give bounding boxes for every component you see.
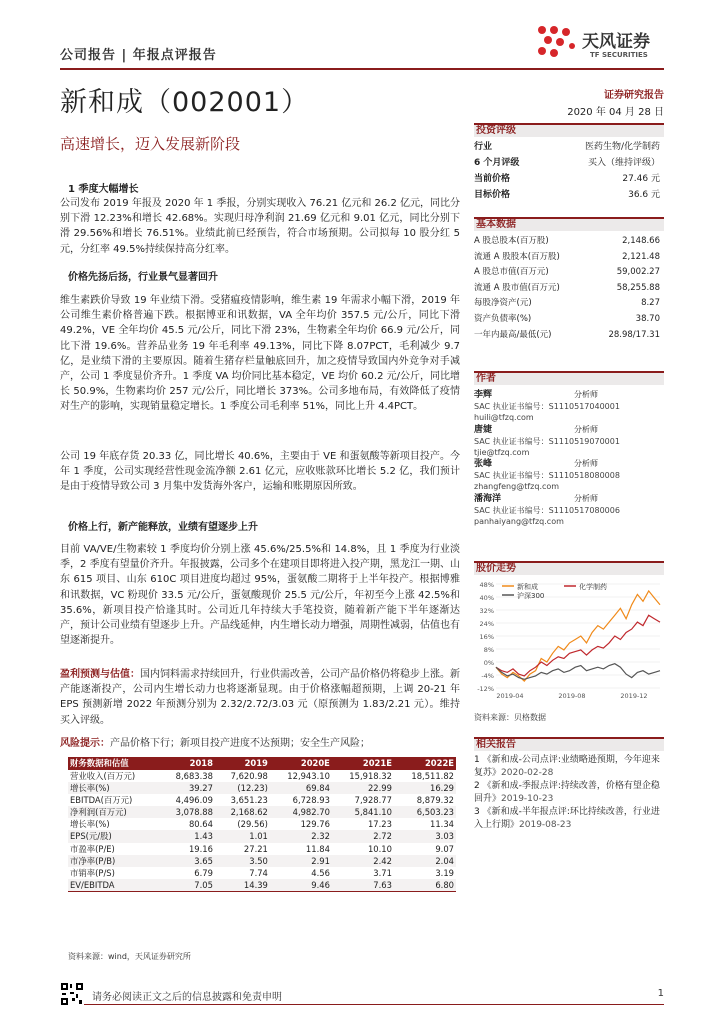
footer-rule [60,1004,664,1005]
table-cell: 18,511.82 [411,771,454,781]
table-cell: 3.03 [394,830,456,842]
author-email: panhaiyang@tfzq.com [474,516,564,526]
related-report [474,754,664,780]
related-date: 2019-08-23 [519,820,572,830]
page-number: 1 [657,988,664,999]
report-type: 证券研究报告 [604,90,664,101]
logo-name: 天风证券 [582,32,650,52]
table-cell: 1.01 [215,830,270,842]
table-header: 2020E [270,757,332,770]
author-role: 分析师 [574,424,598,434]
author-entry [474,458,664,492]
rating-row [474,139,660,155]
table-cell: EPS(元/股) [68,830,160,842]
section-heading: 1 季度大幅增长 [68,184,139,195]
author-name: 张峰 [474,459,493,469]
table-cell: 11.84 [305,843,330,854]
chart-y-tick: 32% [479,607,494,615]
table-cell: 7.63 [332,879,394,892]
logo-subtitle: TF SECURITIES [590,51,648,59]
table-row [68,806,456,818]
table-cell: 3,651.23 [230,795,268,806]
chart-x-tick: 2019-04 [496,692,524,700]
table-cell: 16.29 [394,782,456,794]
rating-row [474,187,660,203]
authors-header: 作者 [474,371,664,385]
page-title: 新和成（002001） [60,87,310,118]
author-sac: SAC 执业证书编号：S1110517040001 [474,402,620,411]
author-sac: SAC 执业证书编号：S1110517080006 [474,505,620,515]
table-cell: 5,841.10 [332,806,394,818]
related-report [474,806,664,832]
table-cell: 15,918.32 [349,771,392,781]
report-category: 公司报告 | 年报点评报告 [60,48,217,63]
basic-data-value: 8.27 [641,298,660,309]
table-cell: 2.04 [394,855,456,867]
table-header: 2021E [332,757,394,770]
author-role: 分析师 [574,493,598,503]
basic-data-value: 2,148.66 [622,236,660,246]
table-cell: 22.99 [332,782,394,794]
qr-code-icon [60,982,84,1006]
forecast-heading: 盈利预测与估值： [60,669,140,680]
basic-data-key: A 股总市值(百万元) [474,267,549,278]
chart-legend-label: 化学制药 [579,583,607,591]
chart-x-tick: 2019-08 [558,692,586,700]
table-row [68,830,456,842]
rating-value: 36.6 元 [628,190,660,200]
table-cell: 2.32 [270,830,332,842]
basic-data-row [474,296,660,312]
table-cell: 14.39 [215,879,270,892]
table-cell: 6,728.93 [292,795,330,806]
related-report [474,780,664,806]
report-subtitle: 高速增长，迈入发展新阶段 [60,135,241,153]
author-sac: SAC 执业证书编号：S1110519070001 [474,436,620,446]
table-row [68,855,456,867]
author-name: 潘海洋 [474,493,502,504]
financials-table [68,757,456,892]
basic-data-row [474,312,660,328]
table-cell: 7.05 [160,879,215,892]
chart-y-tick: 8% [483,646,494,654]
table-header: 财务数据和估值 [68,757,160,770]
basic-data-value: 28.98/17.31 [608,329,660,340]
table-cell: 6,503.23 [394,806,456,818]
basic-data-row [474,281,660,297]
table-header: 2019 [215,757,270,770]
table-cell: 8,683.38 [175,771,213,781]
table-row [68,843,456,855]
rating-row [474,171,660,187]
table-cell: 6.80 [394,879,456,892]
table-cell: 4.56 [311,867,330,878]
related-header: 相关报告 [474,737,664,751]
report-date: 2020 年 04 月 28 日 [567,107,664,118]
section-heading: 价格上行，新产能释放，业绩有望逐步上升 [68,522,258,533]
table-cell: 增长率(%) [70,819,110,830]
author-name: 唐婕 [474,424,493,435]
chart-legend-label: 新和成 [517,583,538,591]
author-role: 分析师 [574,390,598,399]
table-header-row [68,757,456,770]
table-cell: (12.23) [215,782,270,794]
section-text: 维生素跌价导致 19 年业绩下滑。受猪瘟疫情影响，维生素 19 年需求小幅下滑，2019 年公司维生素价格普遍下跌。根据博亚和讯数据，VA 全年均价 357.5 元/公斤，同比下滑 49.2%，VE 全年均价 45.5 元/公斤，同比下滑 23%，生物素全年均价 66.9 元/公斤，同比下滑 19.6%。营养品业务 19 年毛利率 49.13%，同比下降 8.07PCT，毛利减少 9.7 亿，是业绩下滑的主要原因。随着生猪存栏量触底回升，加之疫情导致国内外竞争对手减产，公司 1 季度显价齐升。1 季度 VA 均价同比基本稳定，VE 均价 60.2 元/公斤，同比增长 50.9%，生物素均价 257 元/公斤，同比增长 373%。公司多地布局，有效降低了疫情对生产的影响，实现销量稳定增长。1 季度公司毛利率 51%，同比上升 4.4PCT。 [60,295,460,413]
chart-source: 资料来源：贝格数据 [474,713,546,722]
basic-data-value: 58,255.88 [616,282,660,293]
table-cell: 69.84 [270,782,332,794]
section-heading: 价格先扬后扬，行业景气显著回升 [68,272,218,283]
chart-y-tick: 0% [483,659,494,667]
table-row [68,879,456,892]
table-cell: 19.16 [188,843,213,854]
disclaimer-text: 请务必阅读正文之后的信息披露和免责申明 [92,992,282,1003]
basic-data-key: A 股总股本(百万股) [474,236,549,246]
table-cell: 3.19 [435,867,454,878]
author-name-line [474,458,664,470]
section-text: 公司发布 2019 年报及 2020 年 1 季报，分别实现收入 76.21 亿元和 26.2 亿元，同比分别下滑 12.23%和增长 42.68%。实现归母净利润 21.69 亿元和 9.01 亿元，同比分别下滑 29.56%和增长 76.51%。业绩此前已经预告，符合市场预期。公司拟每 10 股分红 5 元，分红率 49.5%持续保持高分红率。 [60,198,460,255]
table-cell: 2.42 [332,855,394,867]
table-cell: 39.27 [160,782,215,794]
header-rule [60,68,664,70]
table-cell: 营业收入(百万元) [70,771,136,781]
table-cell: 市盈率(P/E) [70,843,115,854]
basic-data-key: 流通 A 股股本(百万股) [474,251,560,262]
author-name-line [474,389,664,401]
basic-data-key: 流通 A 股市值(百万元) [474,282,560,293]
table-cell: 80.64 [188,819,213,830]
basic-data-row [474,234,660,250]
rating-key: 目标价格 [474,190,511,200]
chart-y-tick: -12% [477,685,494,693]
chart-y-tick: -4% [481,672,494,680]
table-source: 资料来源：wind，天风证券研究所 [68,952,191,961]
table-row [68,867,456,879]
chart-legend-label: 沪深300 [517,592,545,600]
table-row [68,770,456,782]
table-cell: 市净率(P/B) [68,855,160,867]
section-text: 目前 VA/VE/生物素较 1 季度均价分别上涨 45.6%/25.5%和 14.8%，且 1 季度为行业淡季，2 季度有望量价齐升。年报披露，公司多个在建项目即将进入投产期，黑龙江一期、山东 615 项目、山东 610C 项目进度均超过 95%，蛋氨酸二期将于上半年投产。根据博雅和讯数据，VC 粉现价 33.5 元/公斤，蛋氨酸现价 25.5 元/公斤，年初至今上涨 42.5%和 35.6%，新项目投产恰逢其时。公司近几年持续大手笔投资，随着新产能下半年逐渐达产，预计公司业绩有望逐步上升。产品线延伸，内生增长动力增强，周期性减弱，估值也有望逐渐提升。 [60,544,460,647]
forecast-text: 国内饲料需求持续回升，行业供需改善，公司产品价格仍将稳步上涨。新产能逐渐投产，公司内生增长动力也将逐渐显现。由于价格涨幅超预期，上调 20-21 年 EPS 预测新增 2022 年预测分别为 2.32/2.72/3.03 元（原预测为 1.83/2.21 元）。维持买入评级。 [60,669,460,726]
table-cell: 2.72 [332,830,394,842]
basic-data-value: 2,121.48 [622,251,660,262]
basic-data-key: 资产负债率(%) [474,314,532,324]
rating-key: 6 个月评级 [474,158,520,168]
table-cell: 4,982.70 [270,806,332,818]
chart-x-tick: 2019-12 [620,692,648,700]
table-cell: 4,496.09 [175,795,213,806]
basic-data-key: 每股净资产(元) [474,298,532,309]
author-entry [474,424,664,458]
chart-y-tick: 24% [479,620,494,628]
author-email: tjie@tfzq.com [474,447,530,457]
table-cell: EV/EBITDA [68,879,160,892]
stock-price-chart [474,578,664,704]
basic-data-row [474,250,660,266]
table-cell: 129.76 [300,819,330,830]
section-text: 公司 19 年底存货 20.33 亿，同比增长 40.6%，主要由于 VE 和蛋氨酸等新项目投产。今年 1 季度，公司实现经营性现金流净额 2.61 亿元，应收账款环比增长 5.2 亿，我们预计是由于疫情导致公司 3 月集中发货海外客户，运输和账期原因所致。 [60,451,460,493]
author-name-line [474,424,664,436]
table-cell: 6.79 [194,867,213,878]
rating-row [474,155,660,171]
basic-data-value: 38.70 [635,314,660,324]
rating-header: 投资评级 [474,123,664,137]
chart-y-tick: 40% [479,594,494,602]
table-cell: 1.43 [160,830,215,842]
author-name: 李辉 [474,390,493,400]
chart-y-tick: 16% [479,633,494,641]
table-cell: 7,928.77 [354,795,392,806]
table-cell: 3.71 [373,867,392,878]
rating-key: 当前价格 [474,174,511,184]
table-cell: (29.56) [237,819,268,830]
table-header: 2018 [160,757,215,770]
table-cell: 11.34 [430,819,454,830]
basic-data-key: 一年内最高/最低(元) [474,329,552,340]
related-title: 2 《新和成-季报点评:持续改善，价格有望企稳回升》 [474,781,660,804]
risk-heading: 风险提示： [60,738,110,749]
table-cell: 7.74 [249,867,268,878]
table-cell: 12,943.10 [287,771,330,781]
author-sac: SAC 执业证书编号：S1110518080008 [474,471,620,480]
table-cell: 3.65 [160,855,215,867]
basic-data-header: 基本数据 [474,217,664,231]
table-cell: 9.07 [435,843,454,854]
chart-y-tick: 48% [479,581,494,589]
table-cell: 9.46 [270,879,332,892]
table-cell: 8,879.32 [416,795,454,806]
table-cell: 净利润(百万元) [68,806,160,818]
table-header: 2022E [394,757,456,770]
table-cell: 2,168.62 [215,806,270,818]
table-cell: 3.50 [215,855,270,867]
author-email: zhangfeng@tfzq.com [474,482,560,491]
table-cell: 27.21 [243,843,268,854]
author-entry [474,493,664,527]
table-cell: EBITDA(百万元) [70,795,133,806]
table-cell: 10.10 [367,843,392,854]
basic-data-value: 59,002.27 [616,267,660,278]
table-row [68,782,456,794]
related-date: 2020-02-28 [501,768,554,778]
risk-section [60,736,460,751]
author-role: 分析师 [574,459,598,468]
author-entry [474,389,664,423]
related-title: 1 《新和成-公司点评:业绩略逊预期，今年迎来复苏》 [474,755,660,778]
table-row [68,818,456,830]
table-cell: 市销率(P/S) [70,867,115,878]
table-cell: 增长率(%) [68,782,160,794]
related-date: 2019-10-23 [501,794,554,804]
table-cell: 2.91 [270,855,332,867]
basic-data-row [474,328,660,344]
rating-value: 27.46 元 [622,174,660,184]
related-title: 3 《新和成-半年报点评:环比持续改善，行业进入上行期》 [474,807,660,830]
rating-value: 买入（维持评级） [587,158,660,168]
author-email: huili@tfzq.com [474,413,534,422]
table-cell: 7,620.98 [230,771,268,781]
rating-key: 行业 [474,142,493,152]
risk-text: 产品价格下行；新项目投产进度不达预期；安全生产风险； [110,738,370,749]
forecast-section [60,667,460,728]
rating-value: 医药生物/化学制药 [584,142,660,152]
basic-data-row [474,265,660,281]
table-cell: 17.23 [367,819,392,830]
tf-logo-icon [536,24,578,60]
table-row [68,794,456,806]
stock-chart-header: 股价走势 [474,561,664,575]
table-cell: 3,078.88 [160,806,215,818]
author-name-line [474,493,664,505]
